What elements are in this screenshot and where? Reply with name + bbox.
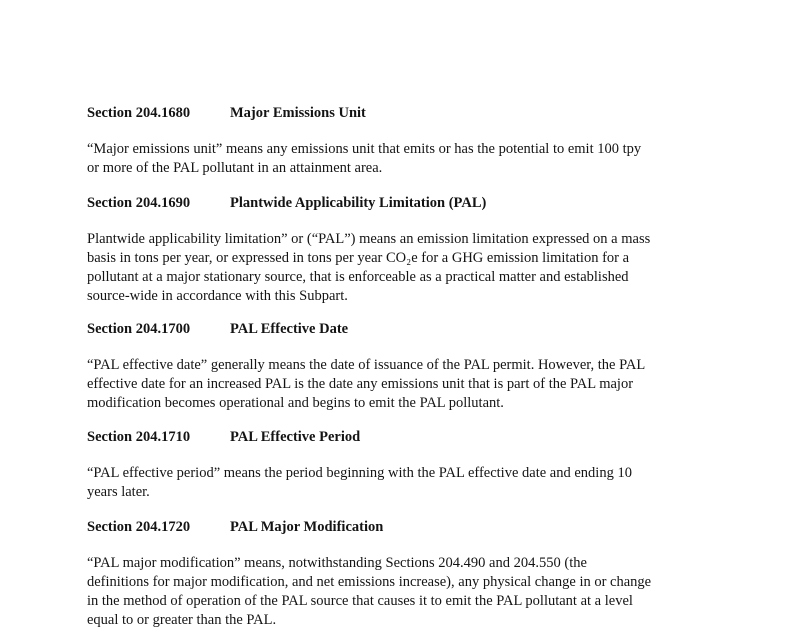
section-paragraph [87,356,711,413]
paragraph-line: “PAL effective period” means the period beginning with the PAL effective date and ending 10 [87,465,632,481]
section-heading [87,194,486,213]
section-paragraph [87,230,711,306]
section-heading [87,518,383,537]
section-number: Section 204.1690 [87,195,191,211]
section-number: Section 204.1710 [87,429,191,445]
paragraph-line: source-wide in accordance with this Subpart. [87,288,348,304]
paragraph-line: basis in tons per year, or expressed in tons per year CO₂e for a GHG emission limitation for a [87,250,630,266]
section-title: Plantwide Applicability Limitation (PAL) [230,195,487,211]
section-heading [87,320,348,339]
section-paragraph [87,140,711,178]
paragraph-line: modification becomes operational and begins to emit the PAL pollutant. [87,395,504,411]
paragraph-line: Plantwide applicability limitation” or (“PAL”) means an emission limitation expressed on a mass [87,231,651,247]
section-paragraph [87,554,711,630]
section-number: Section 204.1680 [87,105,191,121]
paragraph-line: years later. [87,484,150,500]
paragraph-line: definitions for major modification, and net emissions increase), any physical change in or change [87,574,652,590]
paragraph-line: equal to or greater than the PAL. [87,612,277,628]
section-title: PAL Effective Period [230,429,361,445]
section-number: Section 204.1700 [87,321,191,337]
paragraph-line: “PAL major modification” means, notwithstanding Sections 204.490 and 204.550 (the [87,555,587,571]
section-title: PAL Effective Date [230,321,349,337]
paragraph-line: “PAL effective date” generally means the date of issuance of the PAL permit. However, the PAL [87,357,646,373]
section-heading [87,428,360,447]
paragraph-line: or more of the PAL pollutant in an attainment area. [87,160,383,176]
section-title: Major Emissions Unit [230,105,366,121]
section-heading [87,104,366,123]
paragraph-line: in the method of operation of the PAL source that causes it to emit the PAL pollutant at a level [87,593,633,609]
paragraph-line: “Major emissions unit” means any emissions unit that emits or has the potential to emit 100 tpy [87,141,642,157]
paragraph-line: effective date for an increased PAL is the date any emissions unit that is part of the PAL major [87,376,634,392]
section-paragraph [87,464,711,502]
section-title: PAL Major Modification [230,519,384,535]
paragraph-line: pollutant at a major stationary source, that is enforceable as a practical matter and established [87,269,629,285]
section-number: Section 204.1720 [87,519,191,535]
